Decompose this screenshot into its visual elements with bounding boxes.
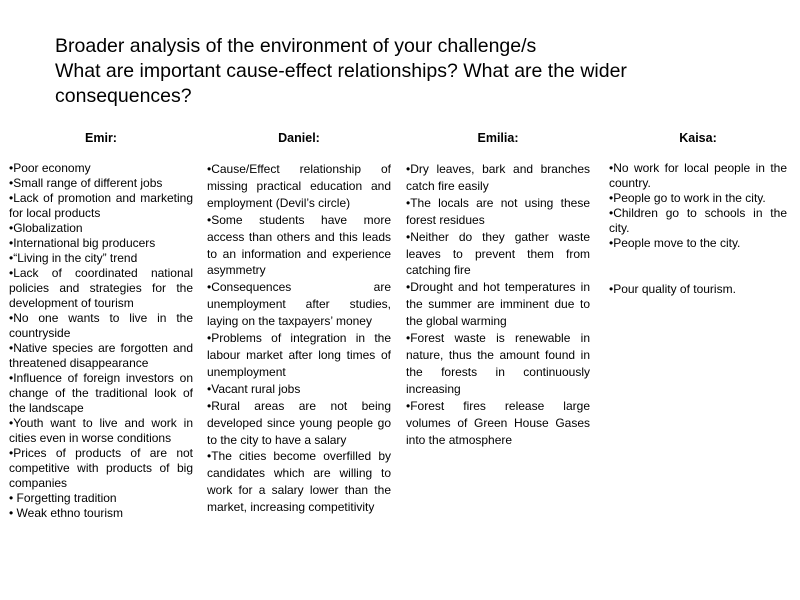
list-item: • Lack of coordinated national policies and strategies for the development of tourism [9, 266, 193, 311]
column-emilia [406, 131, 590, 448]
list-item: • Youth want to live and work in cities even in worse conditions [9, 416, 193, 446]
title-line-2: What are important cause-effect relationships? What are the wider consequences? [55, 60, 627, 107]
list-item: • Cause/Effect relationship of missing practical education and employment (Devil’s circle) [207, 161, 391, 212]
column-heading: Emir: [85, 131, 117, 145]
list-item: • Prices of products of are not competitive with products of big companies [9, 446, 193, 491]
list-item: • Drought and hot temperatures in the summer are imminent due to the global warming [406, 279, 590, 330]
column-heading: Daniel: [278, 131, 320, 145]
bullet-list [406, 161, 590, 448]
list-item: • Vacant rural jobs [207, 381, 391, 398]
column-heading: Emilia: [477, 131, 519, 145]
list-item: • International big producers [9, 236, 193, 251]
list-item: • Poor economy [9, 161, 193, 176]
list-item: • Native species are forgotten and threatened disappearance [9, 341, 193, 371]
column-kaisa [609, 131, 787, 297]
list-item: • No work for local people in the country. [609, 161, 787, 191]
list-item: • Problems of integration in the labour market after long times of unemployment [207, 330, 391, 381]
column-daniel [207, 131, 391, 516]
list-item: • Pour quality of tourism. [609, 282, 787, 297]
list-item: • No one wants to live in the countryside [9, 311, 193, 341]
list-item: • Forgetting tradition [9, 491, 193, 506]
bullet-list [9, 161, 193, 521]
list-item: • Rural areas are not being developed since young people go to the city to have a salary [207, 398, 391, 449]
title-line-1: Broader analysis of the environment of your challenge/s [55, 35, 537, 57]
list-item: • The cities become overfilled by candidates which are willing to work for a salary lower than the market, increasing competitivity [207, 448, 391, 516]
list-item: • Dry leaves, bark and branches catch fire easily [406, 161, 590, 195]
list-item: • Neither do they gather waste leaves to prevent them from catching fire [406, 229, 590, 280]
list-item: • Forest fires release large volumes of Green House Gases into the atmosphere [406, 398, 590, 449]
list-item: • “Living in the city” trend [9, 251, 193, 266]
column-emir [9, 131, 193, 521]
list-item: • Some students have more access than others and this leads to an information and experience asymmetry [207, 212, 391, 280]
list-item: • Influence of foreign investors on change of the traditional look of the landscape [9, 371, 193, 416]
list-item: • Children go to schools in the city. [609, 206, 787, 236]
list-item: • Globalization [9, 221, 193, 236]
bullet-list [207, 161, 391, 516]
list-item: • People go to work in the city. [609, 191, 787, 206]
list-item: • Weak ethno tourism [9, 506, 193, 521]
bullet-list [609, 161, 787, 297]
column-heading: Kaisa: [679, 131, 717, 145]
list-item: • People move to the city. [609, 236, 787, 251]
list-item: • Consequences are unemployment after studies, laying on the taxpayers’ money [207, 279, 391, 330]
slide-title [55, 34, 755, 109]
list-item: • Small range of different jobs [9, 176, 193, 191]
list-item: • Forest waste is renewable in nature, thus the amount found in the forests in continuously increasing [406, 330, 590, 398]
list-item: • The locals are not using these forest residues [406, 195, 590, 229]
list-item: • Lack of promotion and marketing for local products [9, 191, 193, 221]
